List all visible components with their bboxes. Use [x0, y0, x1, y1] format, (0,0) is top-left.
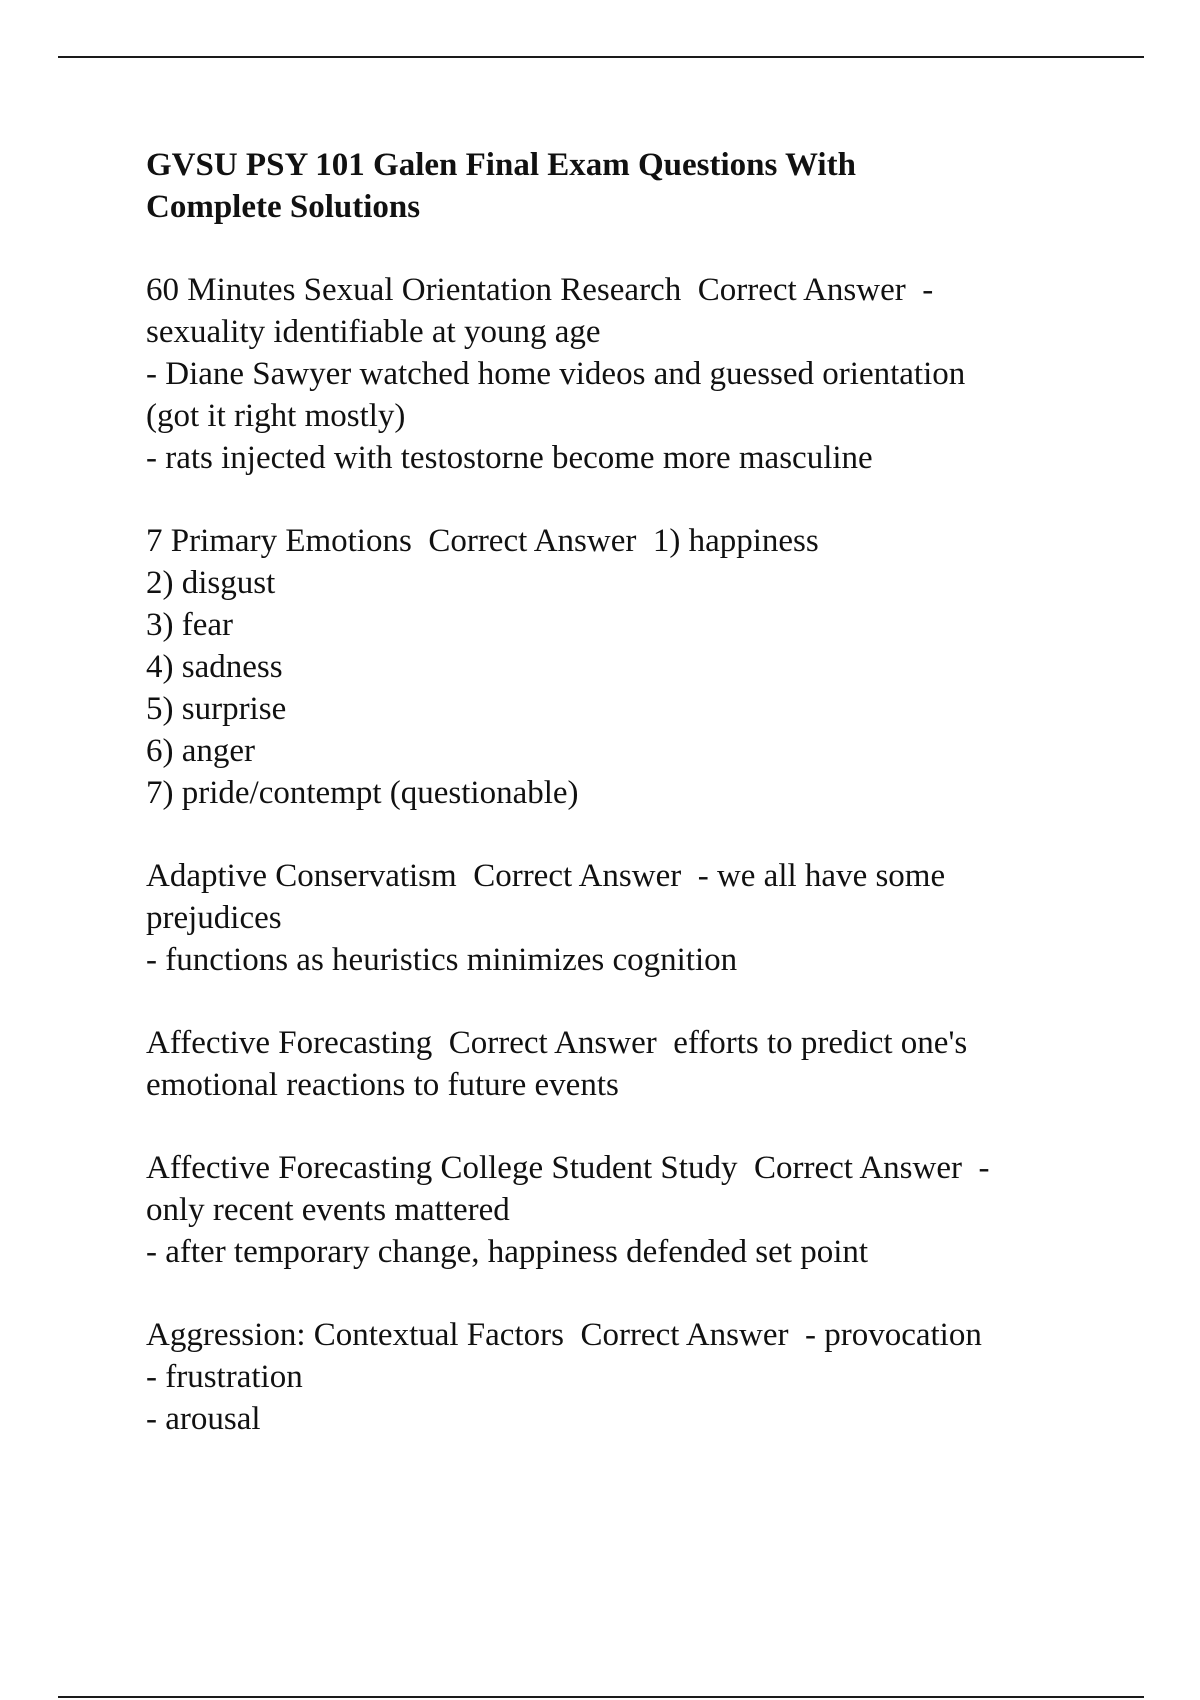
qa-entry-affective-forecasting-study	[146, 1147, 1106, 1273]
entry-line: - arousal	[146, 1401, 261, 1437]
entry-line: 2) disgust	[146, 565, 276, 601]
entry-line: - frustration	[146, 1359, 303, 1395]
qa-entry-primary-emotions	[146, 520, 1106, 814]
qa-entry-affective-forecasting	[146, 1022, 1106, 1106]
document-body	[146, 144, 1106, 1440]
bottom-rule	[58, 1696, 1144, 1698]
entry-line: - after temporary change, happiness defended set point	[146, 1234, 869, 1270]
title-line: GVSU PSY 101 Galen Final Exam Questions With	[146, 147, 856, 183]
document-title	[146, 144, 1106, 228]
qa-entry-adaptive-conservatism	[146, 855, 1106, 981]
entry-line: prejudices	[146, 900, 282, 936]
qa-entry-aggression	[146, 1314, 1106, 1440]
title-line: Complete Solutions	[146, 189, 421, 225]
entry-line: emotional reactions to future events	[146, 1067, 619, 1103]
entry-line: - Diane Sawyer watched home videos and guessed orientation	[146, 356, 966, 392]
entry-line: Affective Forecasting Correct Answer efforts to predict one's	[146, 1025, 968, 1061]
entry-line: 7 Primary Emotions Correct Answer 1) happiness	[146, 523, 819, 559]
entry-line: 4) sadness	[146, 649, 283, 685]
entry-line: (got it right mostly)	[146, 398, 406, 434]
entry-line: 7) pride/contempt (questionable)	[146, 775, 579, 811]
entry-line: Adaptive Conservatism Correct Answer - we all have some	[146, 858, 946, 894]
entry-line: Affective Forecasting College Student Study Correct Answer -	[146, 1150, 990, 1186]
entry-line: only recent events mattered	[146, 1192, 510, 1228]
entry-line: 60 Minutes Sexual Orientation Research Correct Answer -	[146, 272, 934, 308]
entry-line: sexuality identifiable at young age	[146, 314, 601, 350]
entry-line: 5) surprise	[146, 691, 287, 727]
entry-line: 6) anger	[146, 733, 256, 769]
qa-entry-60-minutes	[146, 269, 1106, 479]
entry-line: Aggression: Contextual Factors Correct Answer - provocation	[146, 1317, 982, 1353]
entry-line: 3) fear	[146, 607, 234, 643]
entry-line: - functions as heuristics minimizes cognition	[146, 942, 738, 978]
entry-line: - rats injected with testostorne become more masculine	[146, 440, 873, 476]
top-rule	[58, 56, 1144, 58]
